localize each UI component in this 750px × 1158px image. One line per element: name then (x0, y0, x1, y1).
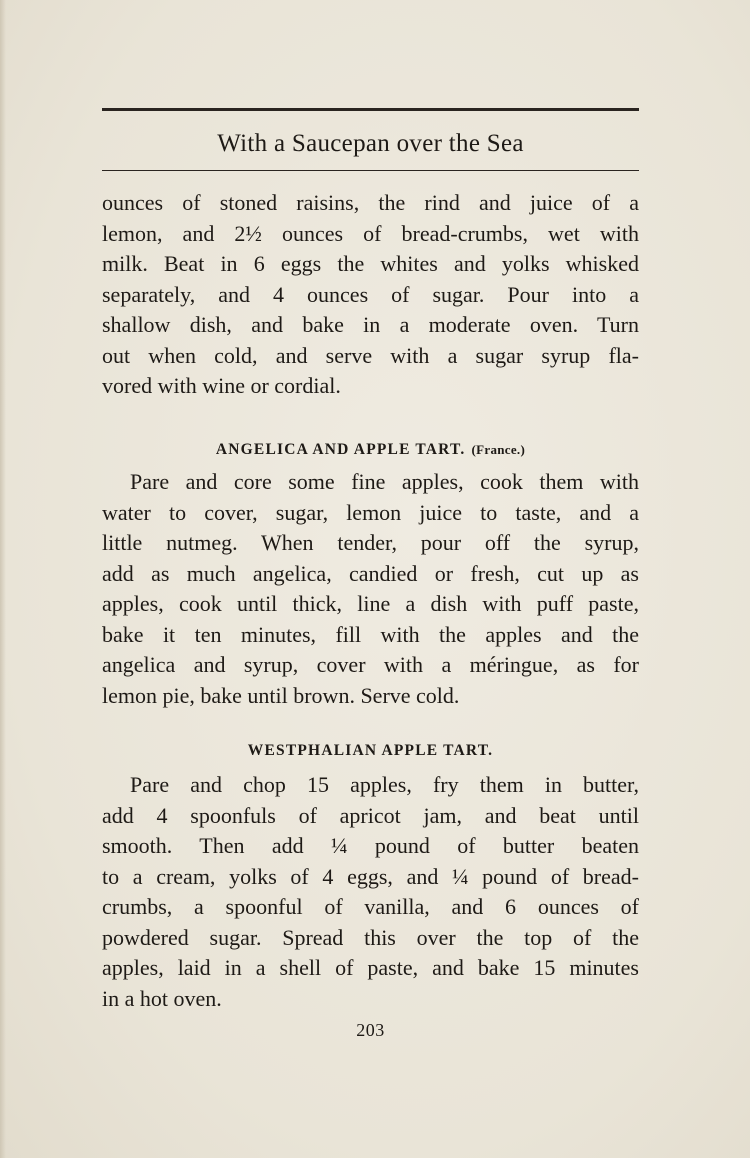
text-line: Pare and core some fine apples, cook them with (130, 469, 639, 494)
text-line: shallow dish, and bake in a moderate oven. Turn (102, 312, 639, 337)
text-line: ounces of stoned raisins, the rind and juice of a (102, 190, 639, 215)
recipe-title: ANGELICA AND APPLE TART. (215, 441, 466, 458)
recipe-origin-note: (France.) (471, 442, 526, 457)
recipe-heading-westphalian-apple-tart (102, 741, 639, 761)
text-line: crumbs, a spoonful of vanilla, and 6 ounces of (102, 894, 639, 919)
text-line: little nutmeg. When tender, pour off the syrup, (102, 530, 639, 555)
page-number: 203 (356, 1020, 385, 1040)
text-line: powdered sugar. Spread this over the top of the (102, 924, 639, 950)
text-line: add as much angelica, candied or fresh, cut up as (102, 560, 639, 586)
text-line: in a hot oven. (102, 985, 222, 1011)
text-line: lemon pie, bake until brown. Serve cold. (102, 682, 460, 708)
text-line: Pare and chop 15 apples, fry them in butter, (130, 772, 639, 797)
running-head: With a Saucepan over the Sea (217, 130, 524, 157)
recipe-body-westphalian-apple-tart (102, 770, 639, 1014)
recipe-heading-angelica-apple-tart (102, 440, 639, 460)
text-line: water to cover, sugar, lemon juice to taste, and a (102, 499, 639, 525)
header-top-rule (102, 108, 639, 111)
text-line: bake it ten minutes, fill with the apples and the (102, 621, 639, 647)
text-line: out when cold, and serve with a sugar syrup fla- (102, 342, 639, 368)
text-line: milk. Beat in 6 eggs the whites and yolks whisked (102, 251, 639, 276)
continued-paragraph (102, 188, 639, 402)
text-line: apples, laid in a shell of paste, and bake 15 minutes (102, 955, 639, 980)
recipe-title: WESTPHALIAN APPLE TART. (247, 742, 494, 759)
text-line: separately, and 4 ounces of sugar. Pour into a (102, 281, 639, 307)
text-line: smooth. Then add ¼ pound of butter beaten (102, 833, 639, 858)
recipe-body-angelica-apple-tart (102, 467, 639, 711)
text-line: angelica and syrup, cover with a méringue, as for (102, 652, 639, 677)
text-line: to a cream, yolks of 4 eggs, and ¼ pound of bread- (102, 863, 639, 889)
text-line: add 4 spoonfuls of apricot jam, and beat until (102, 802, 639, 828)
page-binding-edge (0, 0, 6, 1158)
text-line: apples, cook until thick, line a dish with puff paste, (102, 591, 639, 616)
text-line: vored with wine or cordial. (102, 373, 341, 398)
header-bottom-rule (102, 170, 639, 171)
text-line: lemon, and 2½ ounces of bread-crumbs, wet with (102, 220, 639, 246)
